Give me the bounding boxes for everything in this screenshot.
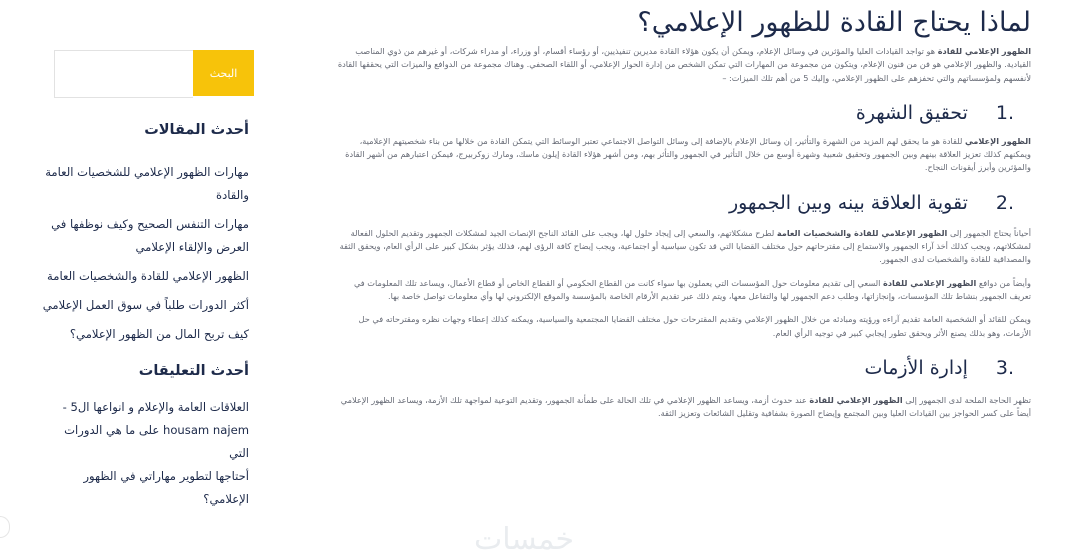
comment-topic-link[interactable]: العلاقات العامة والإعلام و انواعها ال5 - bbox=[62, 400, 249, 414]
paragraph-pre: وأيضاً من دوافع bbox=[976, 277, 1031, 288]
section-paragraph bbox=[331, 313, 1031, 340]
section-heading bbox=[331, 189, 1031, 217]
recent-post-link[interactable]: كيف تربح المال من الظهور الإعلامي؟ bbox=[69, 327, 249, 341]
section-paragraph bbox=[331, 394, 1031, 421]
paragraph-bold: الظهور الإعلامي bbox=[964, 135, 1031, 146]
recent-comment bbox=[42, 396, 254, 511]
section-title: إدارة الأزمات bbox=[864, 356, 968, 379]
recent-post-link[interactable]: مهارات التنفس الصحيح وكيف نوظفها في العرض والإلقاء الإعلامي bbox=[51, 217, 249, 254]
paragraph-pre: أحياناً يحتاج الجمهور إلى bbox=[947, 227, 1031, 238]
section-title: تقوية العلاقة بينه وبين الجمهور bbox=[729, 191, 968, 214]
recent-posts-heading: أحدث المقالات bbox=[144, 122, 249, 138]
section-paragraph bbox=[331, 227, 1031, 267]
recent-posts-list bbox=[42, 161, 254, 346]
section-number: .2 bbox=[995, 191, 1014, 214]
side-tab-handle[interactable] bbox=[0, 516, 10, 538]
article-title: لماذا يحتاج القادة للظهور الإعلامي؟ bbox=[637, 7, 1031, 38]
section-paragraph bbox=[331, 135, 1031, 175]
recent-post-link[interactable]: مهارات الظهور الإعلامي للشخصيات العامة والقادة bbox=[45, 165, 249, 202]
sidebar bbox=[42, 50, 254, 511]
comment-topic-link[interactable]: أحتاجها لتطوير مهاراتي في الظهور الإعلامي؟ bbox=[83, 469, 249, 506]
search-input[interactable] bbox=[54, 50, 193, 98]
recent-post-link[interactable]: أكثر الدورات طلباً في سوق العمل الإعلامي bbox=[42, 298, 249, 312]
comment-author[interactable]: housam najem bbox=[162, 423, 249, 437]
paragraph-text: عند حدوث أزمة، ويساعد الظهور الإعلامي في تلك الحالة على طمأنة الجمهور، وتقديم التوعية لمواجهة تلك الأزمة، ويساعد الظهور الإعلامي أيضاً على كسر الحواجز بين القيادات العليا وبين المجتمع وإيضاح الصورة بشفافية وتقليل الشائعات وتعزيز الثقة. bbox=[340, 394, 1031, 419]
article bbox=[331, 0, 1031, 420]
paragraph-text: للقادة هو ما يحقق لهم المزيد من الشهرة والتأثير، إن وسائل الإعلام بالإضافة إلى وسائل التواصل الاجتماعي تعتبر الوسائط التي يتمكن القادة من خلالها من بناء شخصيتهم الإعلامية، ويمكنهم كذلك تعزيز العلاقة بينهم وبين الجمهور وتحقيق شعبية وشهرة أوسع من خلال التأثير في الجمهور والتأثر بهم، ومن أشهر هؤلاء القادة إيلون ماسك، ومارك زوكربيرج، فيمكن اعتبارهم من أشهر القادة والمؤثرين وأبرز أيقونات النجاح. bbox=[345, 135, 1031, 173]
article-intro bbox=[331, 45, 1031, 85]
section-number: .3 bbox=[995, 356, 1014, 379]
paragraph-bold: الظهور الإعلامي للقادة والشخصيات العامة bbox=[776, 227, 948, 238]
recent-post-link[interactable]: الظهور الإعلامي للقادة والشخصيات العامة bbox=[47, 269, 249, 283]
search-button[interactable]: البحث bbox=[193, 50, 254, 96]
paragraph-text: لطرح مشكلاتهم، والسعي إلى إيجاد حلول لها، ويجب على القائد الناجح الإنصات الجيد لمشكلات الجمهور وتقديم الحلول الفعالة لمشكلاتهم، ويجب كذلك أخذ آراء الجمهور والاستماع إلى مقترحاتهم حول مختلف القضايا التي قد تكون سياسية أو اجتماعية، ويجب إيضاح كافة الرؤى لهم، فذلك يؤثر بشكل كبير على الرأي العام، ويحقق الثقة والمصداقية للقادة والشخصيات لدى الجمهور. bbox=[339, 227, 1031, 265]
comment-line bbox=[42, 419, 249, 465]
section-heading bbox=[331, 354, 1031, 382]
paragraph-text: ويمكن للقائد أو الشخصية العامة تقديم آراءه ورؤيته ومبادئه من خلال الظهور الإعلامي وتقديم المقترحات حول مختلف القضايا المجتمعية والسياسية، ويمكنه كذلك إعطاء وجهات نظره ومقترحاته في حل الأزمات، وهو بذلك يصنع الأثر ويحقق تطور إيجابي كبير في توجيه الرأي العام. bbox=[358, 314, 1031, 338]
section-heading bbox=[331, 99, 1031, 127]
watermark-logo: خمسات bbox=[474, 522, 575, 557]
paragraph-bold: الظهور الإعلامي للقادة bbox=[883, 277, 977, 288]
section-paragraph bbox=[331, 277, 1031, 304]
paragraph-pre: تظهر الحاجة الملحة لدى الجمهور إلى bbox=[902, 394, 1031, 405]
intro-bold: الظهور الإعلامي للقادة bbox=[937, 46, 1031, 56]
search-form bbox=[54, 50, 254, 96]
recent-comments-heading: أحدث التعليقات bbox=[138, 363, 249, 379]
comment-connector: على ما هي الدورات التي bbox=[64, 423, 249, 460]
intro-text: هو تواجد القيادات العليا والمؤثرين في وسائل الإعلام، ويمكن أن يكون هؤلاء القادة مديرين تنفيذيين، أو رؤساء أقسام، أو وزراء، أو مدراء شركات، أو غيرهم من ذوي المناصب القيادية. والظهور الإعلامي هو فن من فنون الإعلام، ويتكون من مجموعة من المهارات التي تمكن الشخص من إدارة الحوار الإعلامي، أو اللقاء الصحفي. وهناك مجموعة من الدوافع والميزات التي يحققها القادة لأنفسهم ولمؤسساتهم والتي تحفزهم على الظهور الإعلامي، وإليك 5 من أهم تلك الميزات: – bbox=[337, 46, 1031, 83]
paragraph-bold: الظهور الإعلامي للقادة bbox=[809, 394, 903, 405]
section-title: تحقيق الشهرة bbox=[855, 101, 968, 124]
section-number: .1 bbox=[995, 101, 1014, 124]
paragraph-text: السعي إلى تقديم معلومات حول المؤسسات التي يعملون بها سواء كانت من القطاع الحكومي أو القطاع الخاص أو قطاع الأعمال، ويساعد تلك المعلومات في تعريف الجمهور بنشاط تلك المؤسسات، وإنجازاتها، وطلب دعم الجمهور لها والتفاعل معها، ويتم ذلك عبر تقديم الأرقام الخاصة بالمؤسسة والموقع الإلكتروني لها وأي معلومات تواصل خاصة بها. bbox=[353, 277, 1031, 301]
